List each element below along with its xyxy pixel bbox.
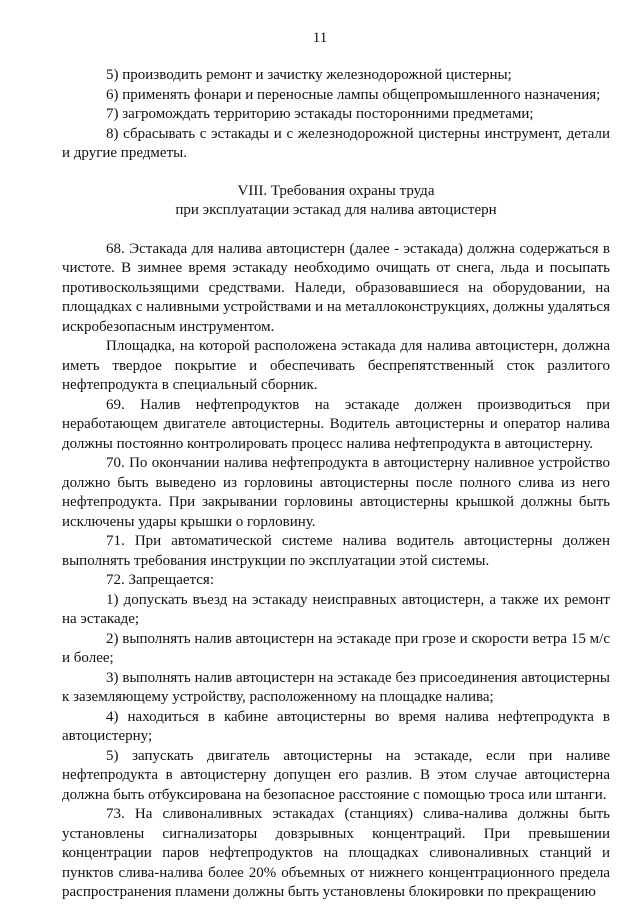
list-item: 4) находиться в кабине автоцистерны во время налива нефтепродукта в автоцистерну; <box>62 708 610 744</box>
list-item: 1) допускать въезд на эстакаду неисправных автоцистерн, а также их ремонт на эстакаде; <box>62 591 610 627</box>
list-item: 5) запускать двигатель автоцистерны на эстакаде, если при наливе нефтепродукта в автоцистерну допущен его разлив. В этом случае автоцистерна должна быть отбуксирована на безопасное расстояние с помощью троса или штанги. <box>62 747 610 803</box>
paragraph: Площадка, на которой расположена эстакада для налива автоцистерн, должна иметь твердое покрытие и обеспечивать беспрепятственный сток разлитого нефтепродукта в специальный сборник. <box>62 338 610 393</box>
list-item: 5) производить ремонт и зачистку железнодорожной цистерны; <box>106 67 512 83</box>
paragraph: 73. На сливоналивных эстакадах (станциях) слива-налива должны быть установлены сигнализаторы довзрывных концентраций. При превышении концентрации паров нефтепродуктов на площадках сливоналивных станций и пунктов слива-налива более 20% объемных от нижнего концентрационного предела распространения пламени должны быть установлены блокировки по прекращению <box>62 806 610 900</box>
list-item: 2) выполнять налив автоцистерн на эстакаде при грозе и скорости ветра 15 м/с и более; <box>62 630 610 666</box>
list-item: 8) сбрасывать с эстакады и с железнодорожной цистерны инструмент, детали и другие предметы. <box>62 125 610 161</box>
paragraph: 70. По окончании налива нефтепродукта в автоцистерну наливное устройство должно быть выведено из горловины автоцистерны после полного слива из него нефтепродукта. При закрывании горловины автоцистерны крышкой должны быть исключены удары крышки о горловину. <box>62 455 610 530</box>
list-item: 6) применять фонари и переносные лампы общепромышленного назначения; <box>106 86 601 103</box>
paragraph: 71. При автоматической системе налива водитель автоцистерны должен выполнять требования инструкции по эксплуатации этой системы. <box>62 533 610 569</box>
page-number: 11 <box>312 30 328 46</box>
paragraph: 68. Эстакада для налива автоцистерн (далее - эстакада) должна содержаться в чистоте. В зимнее время эстакаду необходимо очищать от снега, льда и посыпать противоскользящими средствами. Наледи, образовавшиеся на оборудовании, на площадках с наливными устройствами и на металлоконструкциях, должны удаляться искробезопасным инструментом. <box>62 240 610 335</box>
section-subtitle: при эксплуатации эстакад для налива автоцистерн <box>175 202 497 218</box>
document-body <box>62 66 610 903</box>
list-item: 7) загромождать территорию эстакады посторонними предметами; <box>106 106 534 122</box>
section-title: VIII. Требования охраны труда <box>237 182 435 199</box>
list-item: 3) выполнять налив автоцистерн на эстакаде без присоединения автоцистерны к заземляющему устройству, расположенному на площадке налива; <box>62 669 610 705</box>
paragraph: 72. Запрещается: <box>106 572 214 588</box>
paragraph: 69. Налив нефтепродуктов на эстакаде должен производиться при неработающем двигателе автоцистерны. Водитель автоцистерны и оператор налива должны постоянно контролировать процесс налива нефтепродукта в автоцистерну. <box>62 396 610 452</box>
